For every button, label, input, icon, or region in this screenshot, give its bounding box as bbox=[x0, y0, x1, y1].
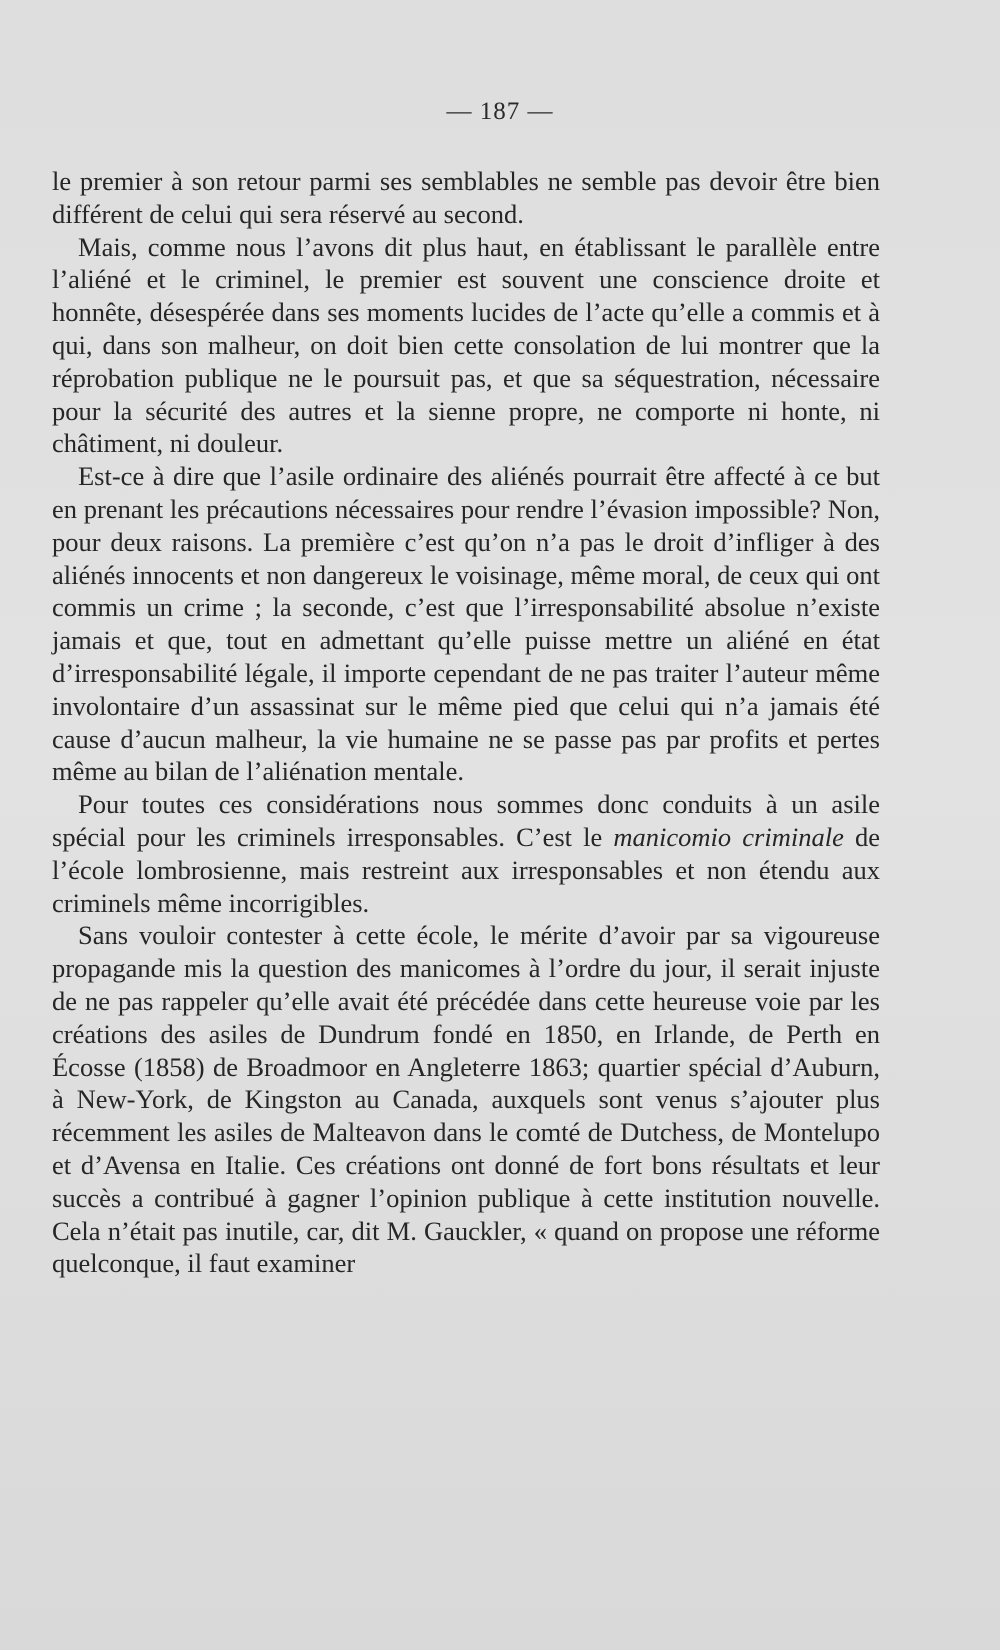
paragraph-aliene-criminel: Mais, comme nous l’avons dit plus haut, en établissant le parallèle entre l’aliéné et le criminel, le premier est souvent une conscience droite et honnête, désespérée dans ses moments lucides de l’acte qu’elle a commis et à qui, dans son malheur, on doit bien cette consolation de lui montrer que la réprobation publique ne le poursuit pas, et que sa séquestration, nécessaire pour la sécurité des autres et la sienne propre, ne comporte ni honte, ni châtiment, ni douleur. bbox=[52, 231, 880, 459]
paragraph-asile-ordinaire: Est-ce à dire que l’asile ordinaire des aliénés pourrait être affecté à ce but en prenant les précautions nécessaires pour rendre l’évasion impossible? Non, pour deux raisons. La première c’est qu’on n’a pas le droit d’infliger à des aliénés innocents et non dangereux le voisinage, même moral, de ceux qui ont commis un crime ; la seconde, c’est que l’irresponsabilité absolue n’existe jamais et que, tout en admettant qu’elle puisse mettre un aliéné en état d’irresponsabilité légale, il importe cependant de ne pas traiter l’auteur même involontaire d’un assassinat sur le même pied que celui qui n’a jamais été cause d’aucun malheur, la vie humaine ne se passe pas par profits et pertes même au bilan de l’aliénation mentale. bbox=[52, 461, 880, 787]
paragraph-continuation: le premier à son retour parmi ses semblables ne semble pas devoir être bien différent de celui qui sera réservé au second. bbox=[52, 166, 880, 229]
paragraph-asile-special-before: Pour toutes ces considérations nous sommes donc conduits à un asile spécial pour les criminels irresponsables. C’est le bbox=[52, 789, 880, 852]
manicomio-criminale-emphasis: manicomio criminale bbox=[613, 821, 844, 852]
paragraph-historique-asiles: Sans vouloir contester à cette école, le mérite d’avoir par sa vigoureuse propagande mis la question des manicomes à l’ordre du jour, il serait injuste de ne pas rappeler qu’elle avait été précédée dans cette heureuse voie par les créations des asiles de Dundrum fondé en 1850, en Irlande, de Perth en Écosse (1858) de Broadmoor en Angleterre 1863; quartier spécial d’Auburn, à New-York, de Kingston au Canada, auxquels sont venus s’ajouter plus récemment les asiles de Malteavon dans le comté de Dutchess, de Montelupo et d’Avensa en Italie. Ces créations ont donné de fort bons résultats et leur succès a contribué à gagner l’opinion publique à cette institution nouvelle. Cela n’était pas inutile, car, dit M. Gauckler, « quand on propose une réforme quelconque, il faut examiner bbox=[52, 920, 880, 1279]
paragraph-asile-special bbox=[52, 788, 880, 919]
page-number: — 187 — bbox=[446, 98, 554, 125]
body-text bbox=[52, 165, 880, 1280]
paragraph-asile-special-after: de l’école lombrosienne, mais restreint aux irresponsables et non étendu aux criminels même incorrigibles. bbox=[52, 821, 881, 918]
